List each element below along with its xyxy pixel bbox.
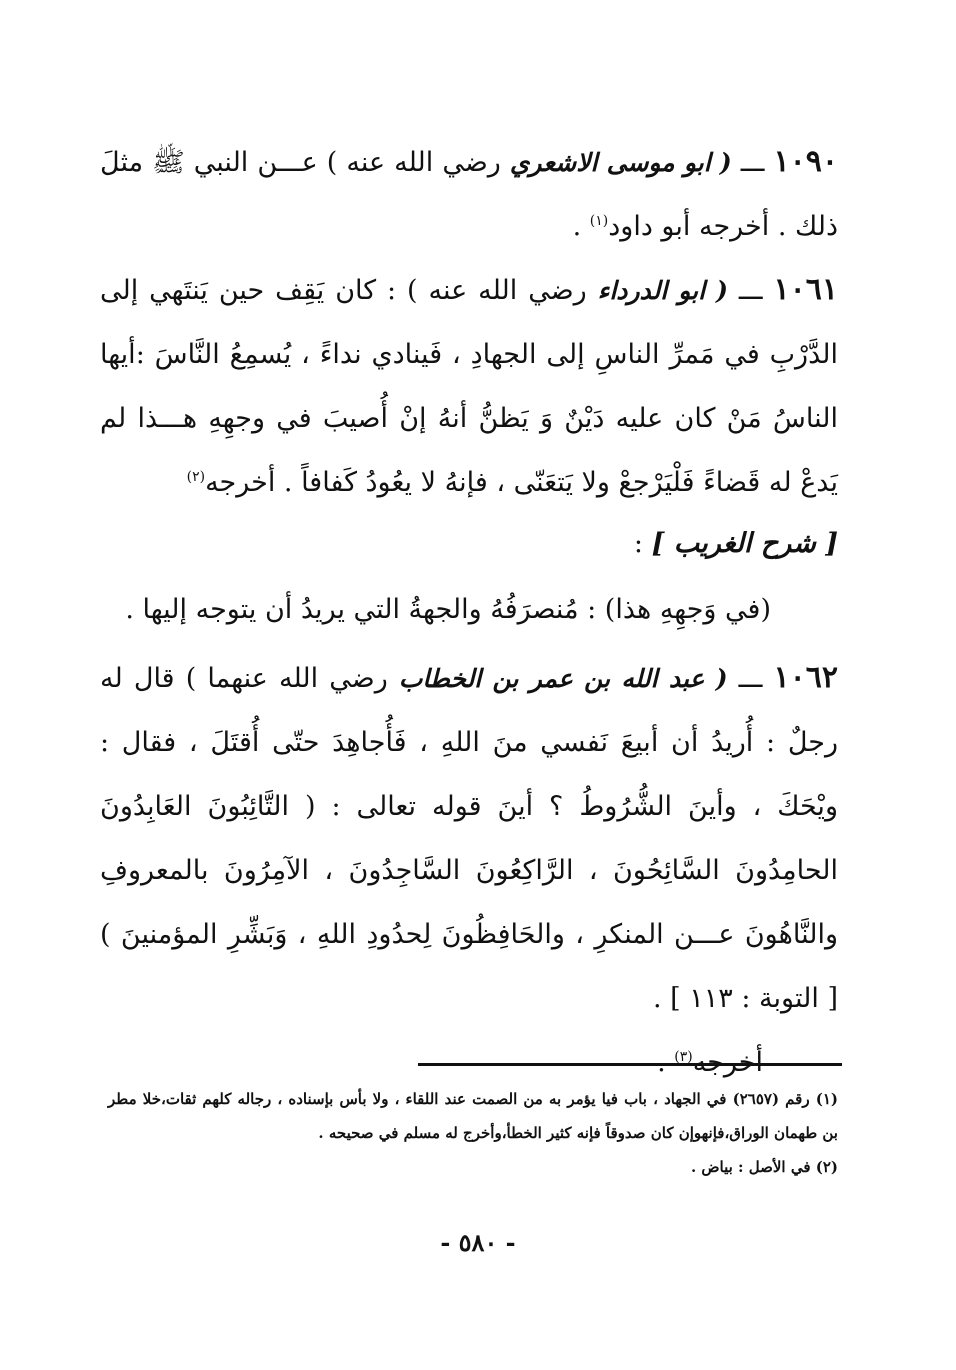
page-number: - ٥٨٠ - <box>440 1228 516 1257</box>
sentence-end: . <box>657 1047 666 1078</box>
hadith-1090 <box>100 130 838 259</box>
takhrij-text: أخرجه <box>692 1047 763 1078</box>
hadith-number: ١٠٩٠ <box>773 144 838 179</box>
gloss-heading-colon: : <box>633 528 644 559</box>
hadith-number: ١٠٦٢ <box>773 660 838 695</box>
hadith-text: رضي الله عنه ) : كان يَقِف حين يَنتَهي إلى الدَّرْبِ في مَمرِّ الناسِ إلى الجهادِ ، فَينادي نداءً ، يُسمِعُ النَّاسَ :أيها الناسُ مَنْ كان عليه دَيْنٌ وَ يَظنُّ أنهُ إنْ أُصيبَ في وجهِهِ هـــذا لم يَدعْ له قَضاءً فَلْيَرْجعْ ولا يَتعَنّى ، فإنهُ لا يعُودُ كَفافاً . أخرجه <box>100 275 838 498</box>
footnote-1: (١) رقم (٢٦٥٧) في الجهاد ، باب فيا يؤمر به من الصمت عند اللقاء ، ولا بأس بإسناده ، رجاله كلهم ثقات،خلا مطر بن طهمان الوراق،فإنهوإن كان صدوقاً فإنه كثير الخطأ،وأخرج له مسلم في صحيحه . <box>108 1090 838 1142</box>
hadith-1061 <box>100 258 838 515</box>
footnote-divider <box>418 1063 842 1066</box>
narrator-name: ( ابو موسى الاشعري <box>509 148 732 177</box>
gloss-heading <box>634 512 838 576</box>
gloss-heading-text: [ شرح الغريب ] <box>651 528 838 559</box>
footnote-mark: (٢) <box>186 469 206 485</box>
footnotes <box>108 1082 838 1184</box>
hadith-text: رضي الله عنه ) عـــن النبي ﷺ مثلَ ذلك . أخرجه أبو داود <box>100 147 838 242</box>
footnote-mark: (٣) <box>674 1049 693 1065</box>
sentence-end: . <box>572 211 582 242</box>
footnote-2: (٢) في الأصل : بياض . <box>690 1158 838 1176</box>
dash: ـــ <box>738 275 763 306</box>
narrator-name: ( عبد الله بن عمر بن الخطاب <box>398 664 728 693</box>
hadith-1062 <box>100 646 838 1095</box>
hadith-number: ١٠٦١ <box>773 272 838 307</box>
hadith-text: رضي الله عنهما ) قال له رجلٌ : أُريدُ أن أبيعَ نَفسي منَ اللهِ ، فَأُجاهِدَ حتّى أُقتَلَ ، فقال : ويْحَكَ ، وأينَ الشُّرُوطُ ؟ أينَ قوله تعالى : ( التَّائِبُونَ العَابِدُونَ الحامِدُونَ السَّائِحُونَ ، الرَّاكِعُونَ السَّاجِدُونَ ، الآمِرُونَ بالمعروفِ والنَّاهُونَ عـــن المنكرِ ، والحَافِظُونَ لِحدُودِ اللهِ ، وَبَشِّرِ المؤمنينَ ) [ التوبة : ١١٣ ] . <box>100 663 838 1014</box>
gloss-text: (في وَجهِهِ هذا) : مُنصرَفُهُ والجهةُ التي يريدُ أن يتوجه إليها . <box>125 594 771 625</box>
narrator-name: ( ابو الدرداء <box>597 276 728 305</box>
footnote-mark: (١) <box>589 213 609 229</box>
dash: ـــ <box>738 663 763 694</box>
dash: ـــ <box>740 147 765 178</box>
